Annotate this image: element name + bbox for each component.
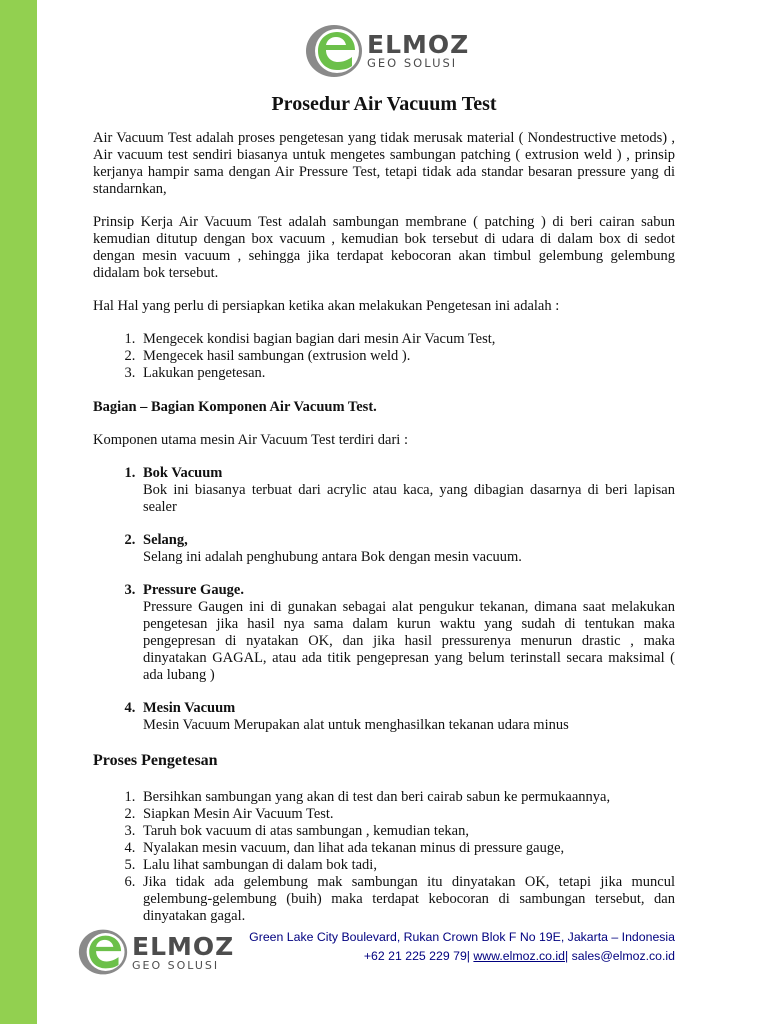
- footer-website-link[interactable]: www.elmoz.co.id|: [473, 949, 569, 963]
- components-heading: Bagian – Bagian Komponen Air Vacuum Test.: [93, 399, 377, 415]
- brand-subtitle: GEO SOLUSI: [367, 56, 458, 71]
- brand-name: ELMOZ: [367, 30, 470, 60]
- process-heading: Proses Pengetesan: [93, 752, 218, 769]
- elmoz-e-logo-icon: [78, 928, 128, 976]
- components-list: [93, 465, 675, 734]
- document-body: [93, 86, 675, 942]
- component-item: [139, 532, 675, 566]
- footer-logo: [78, 928, 234, 976]
- component-title: Mesin Vacuum: [143, 700, 236, 716]
- footer-address: Green Lake City Boulevard, Rukan Crown Blok F No 19E, Jakarta – Indonesia: [249, 930, 675, 944]
- list-item: 3. Taruh bok vacuum di atas sambungan , kemudian tekan,: [139, 823, 675, 840]
- component-title: Bok Vacuum: [143, 465, 223, 481]
- list-item: 1. Mengecek kondisi bagian bagian dari mesin Air Vacum Test,: [139, 331, 675, 348]
- side-accent-bar: [0, 0, 37, 1024]
- intro-paragraph-2: Prinsip Kerja Air Vacuum Test adalah sambungan membrane ( patching ) di beri cairan sabun kemudian ditutup dengan box vacuum , kemudian bok tersebut di udara di dalam box di sedot dengan mesin vacuum , sehingga jika terdapat kebocoran akan timbul gelembung gelembung didalam bok tersebut.: [93, 214, 675, 281]
- page-title: Prosedur Air Vacuum Test: [271, 93, 497, 115]
- prep-list: [93, 331, 675, 382]
- list-item: 5. Lalu lihat sambungan di dalam bok tadi,: [139, 857, 675, 874]
- component-item: [139, 582, 675, 684]
- component-title: Selang,: [143, 532, 188, 548]
- components-intro: Komponen utama mesin Air Vacuum Test terdiri dari :: [93, 432, 408, 448]
- component-desc: Selang ini adalah penghubung antara Bok dengan mesin vacuum.: [143, 549, 522, 565]
- process-steps: [93, 789, 675, 925]
- footer-email[interactable]: sales@elmoz.co.id: [571, 949, 675, 963]
- brand-name: ELMOZ: [132, 931, 235, 961]
- list-item: 2. Siapkan Mesin Air Vacuum Test.: [139, 806, 675, 823]
- list-item: 2. Mengecek hasil sambungan (extrusion weld ).: [139, 348, 675, 365]
- list-item: 6. Jika tidak ada gelembung mak sambungan itu dinyatakan OK, tetapi jika muncul gelembung-gelembung (buih) maka terdapat kebocoran di sambungan tersebut, dan dinyatakan gagal.: [139, 874, 675, 925]
- footer-contact-line: [249, 947, 675, 966]
- list-item: 1. Bersihkan sambungan yang akan di test dan beri cairab sabun ke permukaannya,: [139, 789, 675, 806]
- component-desc: Pressure Gaugen ini di gunakan sebagai alat pengukur tekanan, dimana saat melakukan pengetesan jika hasil nya sama dalam kurun waktu yang sudah di tentukan maka pengepresan di nyatakan OK, dan jika hasil pressurenya menurun drastic , maka dinyatakan GAGAL, atau ada titik pengepresan yang belum terinstall secara maksimal ( ada lubang ): [143, 599, 675, 683]
- component-item: [139, 700, 675, 734]
- header-logo: [305, 24, 469, 78]
- list-item: 4. Nyalakan mesin vacuum, dan lihat ada tekanan minus di pressure gauge,: [139, 840, 675, 857]
- footer-contact: [249, 928, 675, 966]
- footer-phone: +62 21 225 229 79|: [363, 949, 470, 963]
- component-title: Pressure Gauge.: [143, 582, 244, 598]
- brand-subtitle: GEO SOLUSI: [132, 958, 220, 972]
- intro-paragraph-3: Hal Hal yang perlu di persiapkan ketika akan melakukan Pengetesan ini adalah :: [93, 298, 560, 314]
- component-item: [139, 465, 675, 516]
- list-item: 3. Lakukan pengetesan.: [139, 365, 675, 382]
- component-desc: Bok ini biasanya terbuat dari acrylic atau kaca, yang dibagian dasarnya di beri lapisan sealer: [143, 482, 675, 515]
- intro-paragraph-1: Air Vacuum Test adalah proses pengetesan yang tidak merusak material ( Nondestructive metods) , Air vacuum test sendiri biasanya untuk mengetes sambungan patching ( extrusion weld ) , prinsip kerjanya hampir sama dengan Air Pressure Test, tetapi tidak ada standar besaran pressure yang di standarnkan,: [93, 130, 675, 197]
- elmoz-e-logo-icon: [305, 24, 363, 78]
- component-desc: Mesin Vacuum Merupakan alat untuk menghasilkan tekanan udara minus: [143, 717, 569, 733]
